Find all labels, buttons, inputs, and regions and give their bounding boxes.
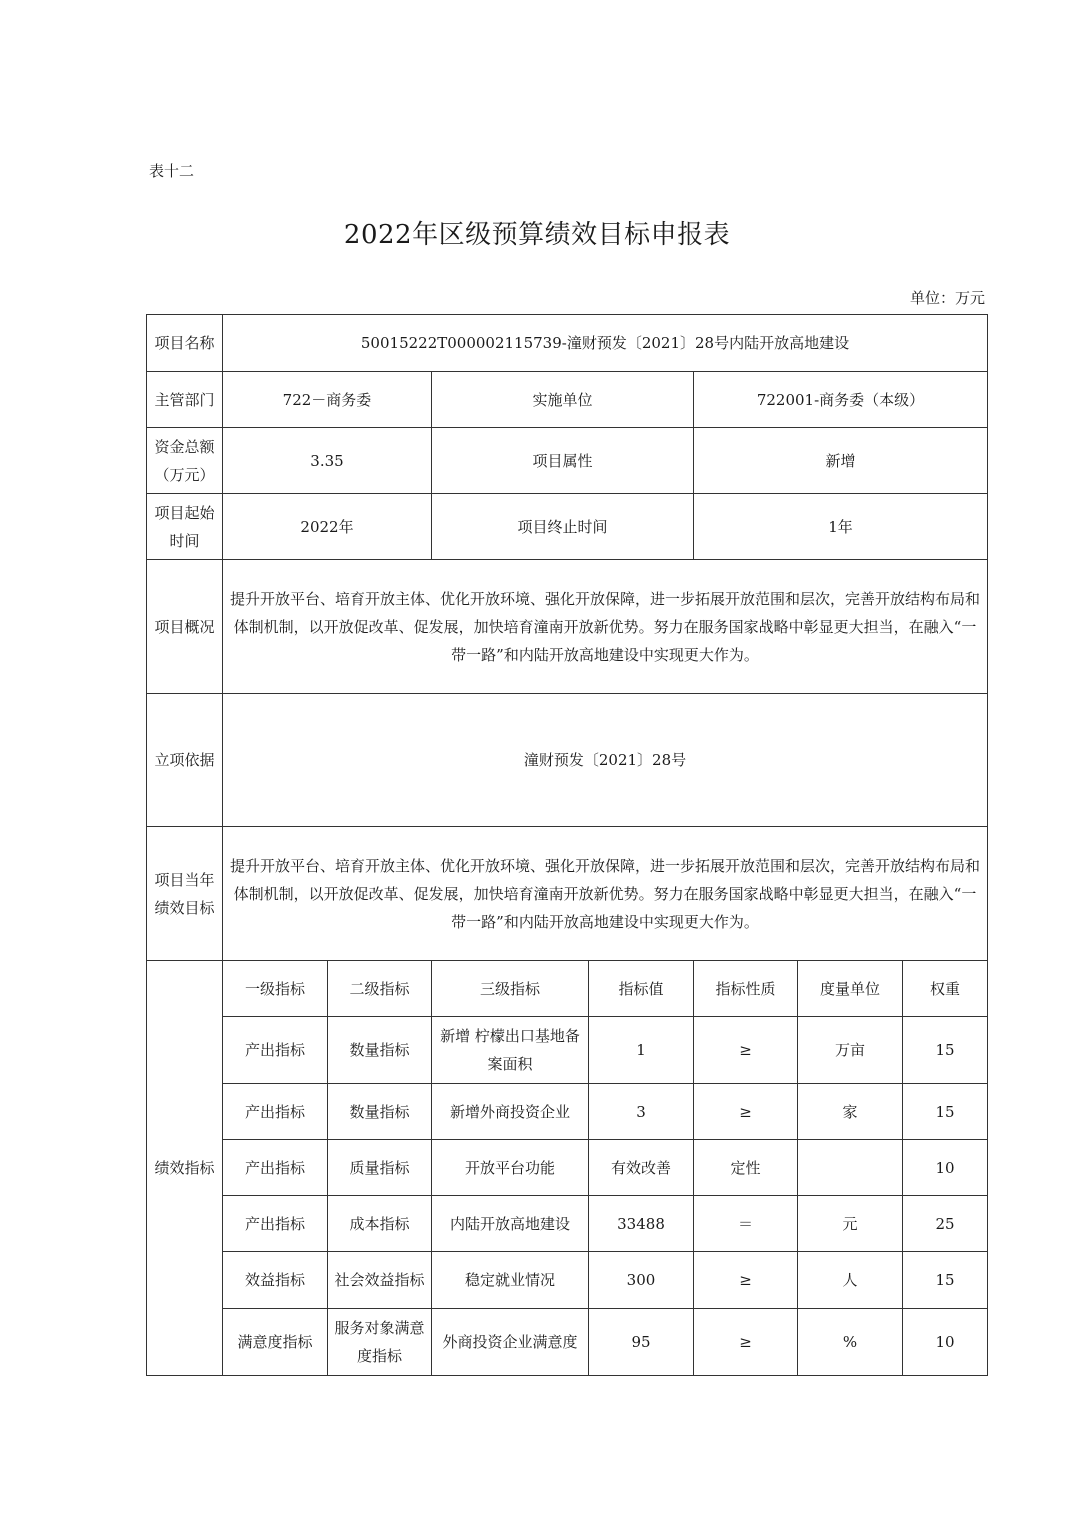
- basis-label: 立项依据: [147, 694, 223, 827]
- weight-cell: 15: [903, 1084, 988, 1140]
- row-period: [147, 494, 988, 560]
- overview-label: 项目概况: [147, 560, 223, 694]
- indicator-row: [147, 1084, 988, 1140]
- unit-cell: 家: [798, 1084, 903, 1140]
- value-cell: 1: [589, 1017, 694, 1084]
- unit-cell: 元: [798, 1196, 903, 1252]
- row-annual-goal: [147, 827, 988, 961]
- level2-cell: 数量指标: [328, 1017, 432, 1084]
- unit-note: 单位：万元: [909, 289, 985, 307]
- start-time-label: 项目起始时间: [147, 494, 223, 560]
- level2-cell: 成本指标: [328, 1196, 432, 1252]
- start-time-value: 2022年: [223, 494, 432, 560]
- department-value: 722－商务委: [223, 372, 432, 428]
- total-funds-label: 资金总额（万元）: [147, 428, 223, 494]
- end-time-label: 项目终止时间: [432, 494, 694, 560]
- column-header: 度量单位: [798, 961, 903, 1017]
- indicator-row: [147, 1140, 988, 1196]
- level1-cell: 产出指标: [223, 1196, 328, 1252]
- nature-cell: ≥: [694, 1017, 798, 1084]
- level3-cell: 新增外商投资企业: [432, 1084, 589, 1140]
- level2-cell: 质量指标: [328, 1140, 432, 1196]
- implementing-unit-value: 722001-商务委（本级）: [694, 372, 988, 428]
- level2-cell: 服务对象满意度指标: [328, 1309, 432, 1376]
- level1-cell: 产出指标: [223, 1140, 328, 1196]
- unit-cell: 人: [798, 1252, 903, 1309]
- nature-cell: 定性: [694, 1140, 798, 1196]
- weight-cell: 10: [903, 1140, 988, 1196]
- project-attribute-label: 项目属性: [432, 428, 694, 494]
- annual-goal-label: 项目当年绩效目标: [147, 827, 223, 961]
- level3-cell: 内陆开放高地建设: [432, 1196, 589, 1252]
- department-label: 主管部门: [147, 372, 223, 428]
- end-time-value: 1年: [694, 494, 988, 560]
- basis-value: 潼财预发〔2021〕28号: [223, 694, 988, 827]
- annual-goal-value: 提升开放平台、培育开放主体、优化开放环境、强化开放保障，进一步拓展开放范围和层次，完善开放结构布局和体制机制，以开放促改革、促发展，加快培育潼南开放新优势。努力在服务国家战略中彰显更大担当，在融入“一带一路”和内陆开放高地建设中实现更大作为。: [223, 827, 988, 961]
- row-basis: [147, 694, 988, 827]
- total-funds-value: 3.35: [223, 428, 432, 494]
- project-attribute-value: 新增: [694, 428, 988, 494]
- weight-cell: 10: [903, 1309, 988, 1376]
- indicators-section-label: 绩效指标: [147, 961, 223, 1376]
- indicator-row: [147, 1252, 988, 1309]
- level2-cell: 社会效益指标: [328, 1252, 432, 1309]
- indicator-row: [147, 1196, 988, 1252]
- implementing-unit-label: 实施单位: [432, 372, 694, 428]
- column-header: 一级指标: [223, 961, 328, 1017]
- weight-cell: 15: [903, 1017, 988, 1084]
- indicator-header-row: [147, 961, 988, 1017]
- column-header: 三级指标: [432, 961, 589, 1017]
- value-cell: 300: [589, 1252, 694, 1309]
- nature-cell: ＝: [694, 1196, 798, 1252]
- nature-cell: ≥: [694, 1252, 798, 1309]
- value-cell: 有效改善: [589, 1140, 694, 1196]
- row-overview: [147, 560, 988, 694]
- level3-cell: 开放平台功能: [432, 1140, 589, 1196]
- level3-cell: 新增 柠檬出口基地备案面积: [432, 1017, 589, 1084]
- row-department: [147, 372, 988, 428]
- overview-value: 提升开放平台、培育开放主体、优化开放环境、强化开放保障，进一步拓展开放范围和层次，完善开放结构布局和体制机制，以开放促改革、促发展，加快培育潼南开放新优势。努力在服务国家战略中彰显更大担当，在融入“一带一路”和内陆开放高地建设中实现更大作为。: [223, 560, 988, 694]
- level1-cell: 满意度指标: [223, 1309, 328, 1376]
- weight-cell: 15: [903, 1252, 988, 1309]
- indicator-row: [147, 1309, 988, 1376]
- column-header: 指标值: [589, 961, 694, 1017]
- level1-cell: 产出指标: [223, 1017, 328, 1084]
- value-cell: 33488: [589, 1196, 694, 1252]
- row-project-name: [147, 315, 988, 372]
- project-name-label: 项目名称: [147, 315, 223, 372]
- level2-cell: 数量指标: [328, 1084, 432, 1140]
- table-label: 表十二: [149, 162, 195, 180]
- level1-cell: 效益指标: [223, 1252, 328, 1309]
- level3-cell: 稳定就业情况: [432, 1252, 589, 1309]
- unit-cell: [798, 1140, 903, 1196]
- budget-performance-table: [146, 314, 988, 1376]
- column-header: 指标性质: [694, 961, 798, 1017]
- value-cell: 95: [589, 1309, 694, 1376]
- unit-cell: %: [798, 1309, 903, 1376]
- indicator-row: [147, 1017, 988, 1084]
- row-funds: [147, 428, 988, 494]
- level3-cell: 外商投资企业满意度: [432, 1309, 589, 1376]
- level1-cell: 产出指标: [223, 1084, 328, 1140]
- weight-cell: 25: [903, 1196, 988, 1252]
- nature-cell: ≥: [694, 1084, 798, 1140]
- unit-cell: 万亩: [798, 1017, 903, 1084]
- project-name-value: 50015222T000002115739-潼财预发〔2021〕28号内陆开放高地建设: [223, 315, 988, 372]
- column-header: 二级指标: [328, 961, 432, 1017]
- document-title: 2022年区级预算绩效目标申报表: [343, 220, 731, 250]
- column-header: 权重: [903, 961, 988, 1017]
- nature-cell: ≥: [694, 1309, 798, 1376]
- value-cell: 3: [589, 1084, 694, 1140]
